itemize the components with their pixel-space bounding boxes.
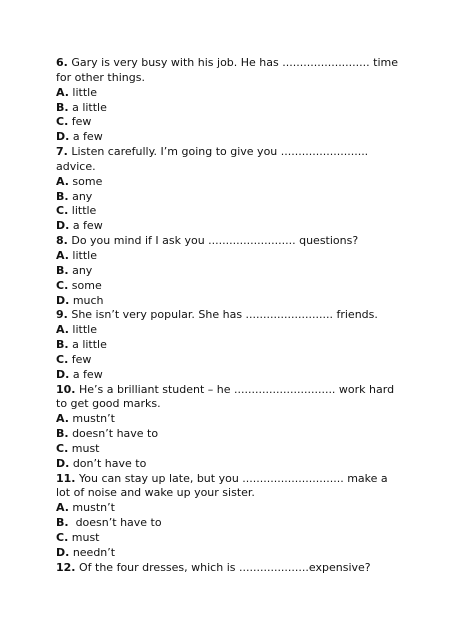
option-letter: D. xyxy=(56,130,70,144)
option-letter: B. xyxy=(56,263,69,277)
quiz-document xyxy=(56,56,399,576)
option-letter: C. xyxy=(56,278,69,292)
option-letter: A. xyxy=(56,323,69,337)
option-letter: D. xyxy=(56,293,70,307)
question-11-line xyxy=(56,472,396,487)
answer-option xyxy=(56,204,396,219)
question-text: advice. xyxy=(56,159,96,173)
answer-option xyxy=(56,516,396,531)
option-text: little xyxy=(72,85,97,99)
option-letter: B. xyxy=(56,338,69,352)
question-7-line xyxy=(56,160,396,175)
answer-option xyxy=(56,175,396,190)
answer-option xyxy=(56,368,396,383)
option-text: some xyxy=(72,174,103,188)
option-text: a few xyxy=(72,219,103,233)
question-number: 6. xyxy=(56,56,68,69)
question-text: Gary is very busy with his job. He has ......................... time xyxy=(71,56,399,69)
question-number: 8. xyxy=(56,234,68,248)
option-letter: D. xyxy=(56,219,70,233)
option-text: little xyxy=(71,204,97,218)
option-letter: A. xyxy=(56,85,69,99)
question-number: 12. xyxy=(56,560,76,574)
option-text: a little xyxy=(72,100,107,114)
option-letter: B. xyxy=(56,100,69,114)
option-text: few xyxy=(71,115,92,129)
option-letter: B. xyxy=(56,189,69,203)
answer-option xyxy=(56,249,396,264)
question-6-line xyxy=(56,56,399,71)
question-text: She isn’t very popular. She has ......................... friends. xyxy=(71,308,378,322)
option-text: any xyxy=(72,263,93,277)
question-6-line xyxy=(56,71,396,86)
option-letter: D. xyxy=(56,367,70,381)
question-10-line xyxy=(56,383,396,398)
answer-option xyxy=(56,219,396,234)
question-11-line xyxy=(56,486,396,501)
question-7-line xyxy=(56,145,396,160)
option-letter: D. xyxy=(56,545,70,559)
answer-option xyxy=(56,338,396,353)
option-text: much xyxy=(72,293,104,307)
question-12-line xyxy=(56,561,396,576)
answer-option xyxy=(56,279,396,294)
answer-option xyxy=(56,353,396,368)
answer-option xyxy=(56,546,396,561)
answer-option xyxy=(56,531,396,546)
option-letter: D. xyxy=(56,456,70,470)
answer-option xyxy=(56,442,396,457)
option-text: don’t have to xyxy=(72,456,147,470)
question-text: lot of noise and wake up your sister. xyxy=(56,486,255,500)
option-text: doesn’t have to xyxy=(72,427,159,441)
question-text: He’s a brilliant student – he ............................. work hard xyxy=(79,382,395,396)
question-9-line xyxy=(56,308,396,323)
option-text: must xyxy=(71,531,100,544)
answer-option xyxy=(56,501,396,516)
question-text: Do you mind if I ask you ......................... questions? xyxy=(71,234,359,248)
answer-option xyxy=(56,427,396,442)
option-text: doesn’t have to xyxy=(72,516,162,530)
question-text: Listen carefully. I’m going to give you ......................... xyxy=(71,145,369,159)
option-text: needn’t xyxy=(72,545,116,559)
option-text: a few xyxy=(72,367,103,381)
answer-option xyxy=(56,115,396,130)
option-text: little xyxy=(72,323,97,337)
answer-option xyxy=(56,412,396,427)
answer-option xyxy=(56,264,396,279)
option-letter: C. xyxy=(56,352,69,366)
option-letter: A. xyxy=(56,174,69,188)
question-number: 9. xyxy=(56,308,68,322)
answer-option xyxy=(56,190,396,205)
answer-option xyxy=(56,86,396,101)
option-text: must xyxy=(71,441,100,455)
answer-option xyxy=(56,323,396,338)
option-letter: C. xyxy=(56,115,69,129)
answer-option xyxy=(56,294,396,309)
option-letter: C. xyxy=(56,204,69,218)
option-letter: B. xyxy=(56,516,69,530)
option-text: few xyxy=(71,352,92,366)
option-letter: A. xyxy=(56,501,69,515)
question-10-line xyxy=(56,397,396,412)
option-letter: C. xyxy=(56,531,69,544)
question-number: 10. xyxy=(56,382,76,396)
question-8-line xyxy=(56,234,396,249)
option-text: some xyxy=(71,278,102,292)
question-number: 7. xyxy=(56,145,68,159)
question-number: 11. xyxy=(56,471,76,485)
option-letter: A. xyxy=(56,412,69,426)
option-text: a little xyxy=(72,338,107,352)
question-text: You can stay up late, but you ............................. make a xyxy=(79,471,388,485)
option-text: a few xyxy=(72,130,103,144)
option-letter: B. xyxy=(56,427,69,441)
option-letter: A. xyxy=(56,248,69,262)
question-text: to get good marks. xyxy=(56,397,161,411)
option-text: mustn’t xyxy=(72,412,115,426)
answer-option xyxy=(56,130,396,145)
option-text: any xyxy=(72,189,93,203)
question-text: Of the four dresses, which is ....................expensive? xyxy=(79,560,371,574)
answer-option xyxy=(56,457,396,472)
question-text: for other things. xyxy=(56,70,145,84)
answer-option xyxy=(56,101,396,116)
option-letter: C. xyxy=(56,441,69,455)
option-text: mustn’t xyxy=(72,501,115,515)
option-text: little xyxy=(72,248,97,262)
